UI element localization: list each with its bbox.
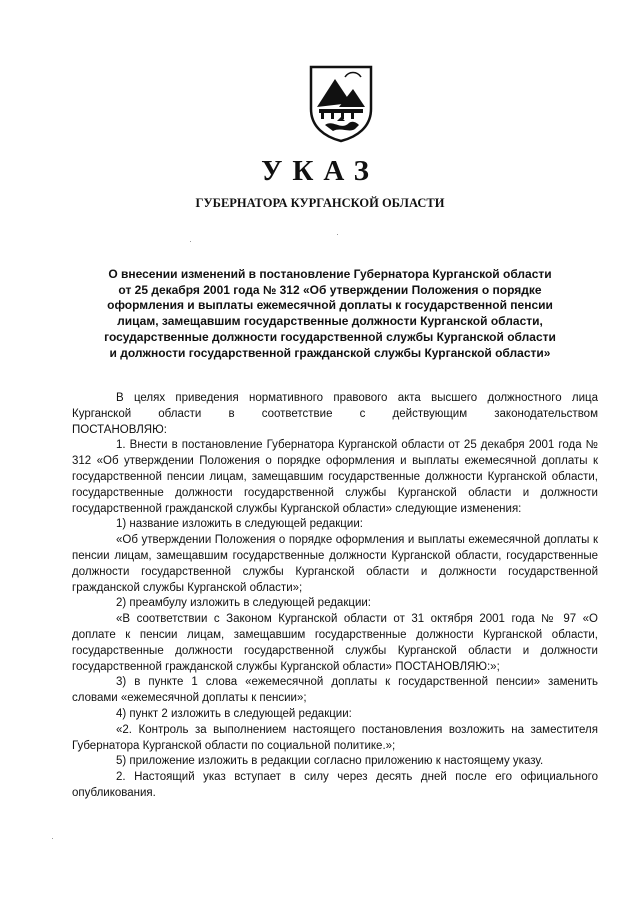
heading-line: О внесении изменений в постановление Губернатора Курганской области [108, 267, 552, 281]
body-paragraph: «Об утверждении Положения о порядке оформления и выплаты ежемесячной доплаты к пенсии лицам, замещавшим государственные должности Курганской области, государственные должности государственной службы Курганской области и должности государственной гражданской службы Курганской области»; [72, 534, 598, 594]
scan-speck [337, 234, 338, 235]
heading-line: от 25 декабря 2001 года № 312 «Об утверждении Положения о порядке [118, 282, 542, 297]
body-paragraph: 2) преамбулу изложить в следующей редакции: [116, 597, 371, 610]
preamble-paragraph: В целях приведения нормативного правового акта высшего должностного лица Курганской области в соответствие с действующим законодательством [72, 392, 598, 420]
body-paragraph: «2. Контроль за выполнением настоящего постановления возложить на заместителя Губернатора Курганской области по социальной политике.»; [72, 723, 598, 752]
body-paragraph: 5) приложение изложить в редакции согласно приложению к настоящему указу. [116, 755, 544, 768]
body-paragraph: «В соответствии с Законом Курганской области от 31 октября 2001 года № 97 «О доплате к пенсии лицам, замещавшим государственные должности Курганской области, государственные должности государственной службы Курганской области и должности государственной гражданской службы Курганской области» ПОСТАНОВЛЯЮ:»; [72, 613, 598, 673]
heading-line: государственные должности государственной службы Курганской области [104, 329, 556, 344]
document-subtitle: ГУБЕРНАТОРА КУРГАНСКОЙ ОБЛАСТИ [195, 196, 445, 210]
scan-speck [190, 241, 191, 242]
body-paragraph: 2. Настоящий указ вступает в силу через десять дней после его официального опубликования. [72, 771, 598, 799]
document-body [72, 391, 598, 802]
body-paragraph: 1) название изложить в следующей редакции: [116, 518, 363, 531]
document-heading [82, 267, 578, 361]
kurgan-coat-of-arms-icon [305, 63, 377, 143]
body-paragraph: 4) пункт 2 изложить в следующей редакции: [116, 707, 352, 720]
heading-line: и должности государственной гражданской службы Курганской области» [109, 345, 551, 360]
heading-line: лицам, замещавшим государственные должности Курганской области, [117, 314, 543, 329]
document-title: УКАЗ [261, 155, 379, 187]
body-paragraph: 3) в пункте 1 слова «ежемесячной доплаты к государственной пенсии» заменить словами «ежемесячной доплаты к пенсии»; [72, 676, 598, 705]
heading-line: оформления и выплаты ежемесячной доплаты к государственной пенсии [107, 298, 553, 313]
decree-phrase: ПОСТАНОВЛЯЮ: [72, 423, 167, 436]
body-paragraph: 1. Внести в постановление Губернатора Курганской области от 25 декабря 2001 года № 312 «Об утверждении Положения о порядке оформления и выплаты ежемесячной доплаты к государственной пенсии лицам, замещавшим государственные должности Курганской области, государственные должности государственной службы Курганской области и должности государственной гражданской службы Курганской области» следующие изменения: [72, 439, 598, 515]
scan-speck [52, 838, 53, 839]
